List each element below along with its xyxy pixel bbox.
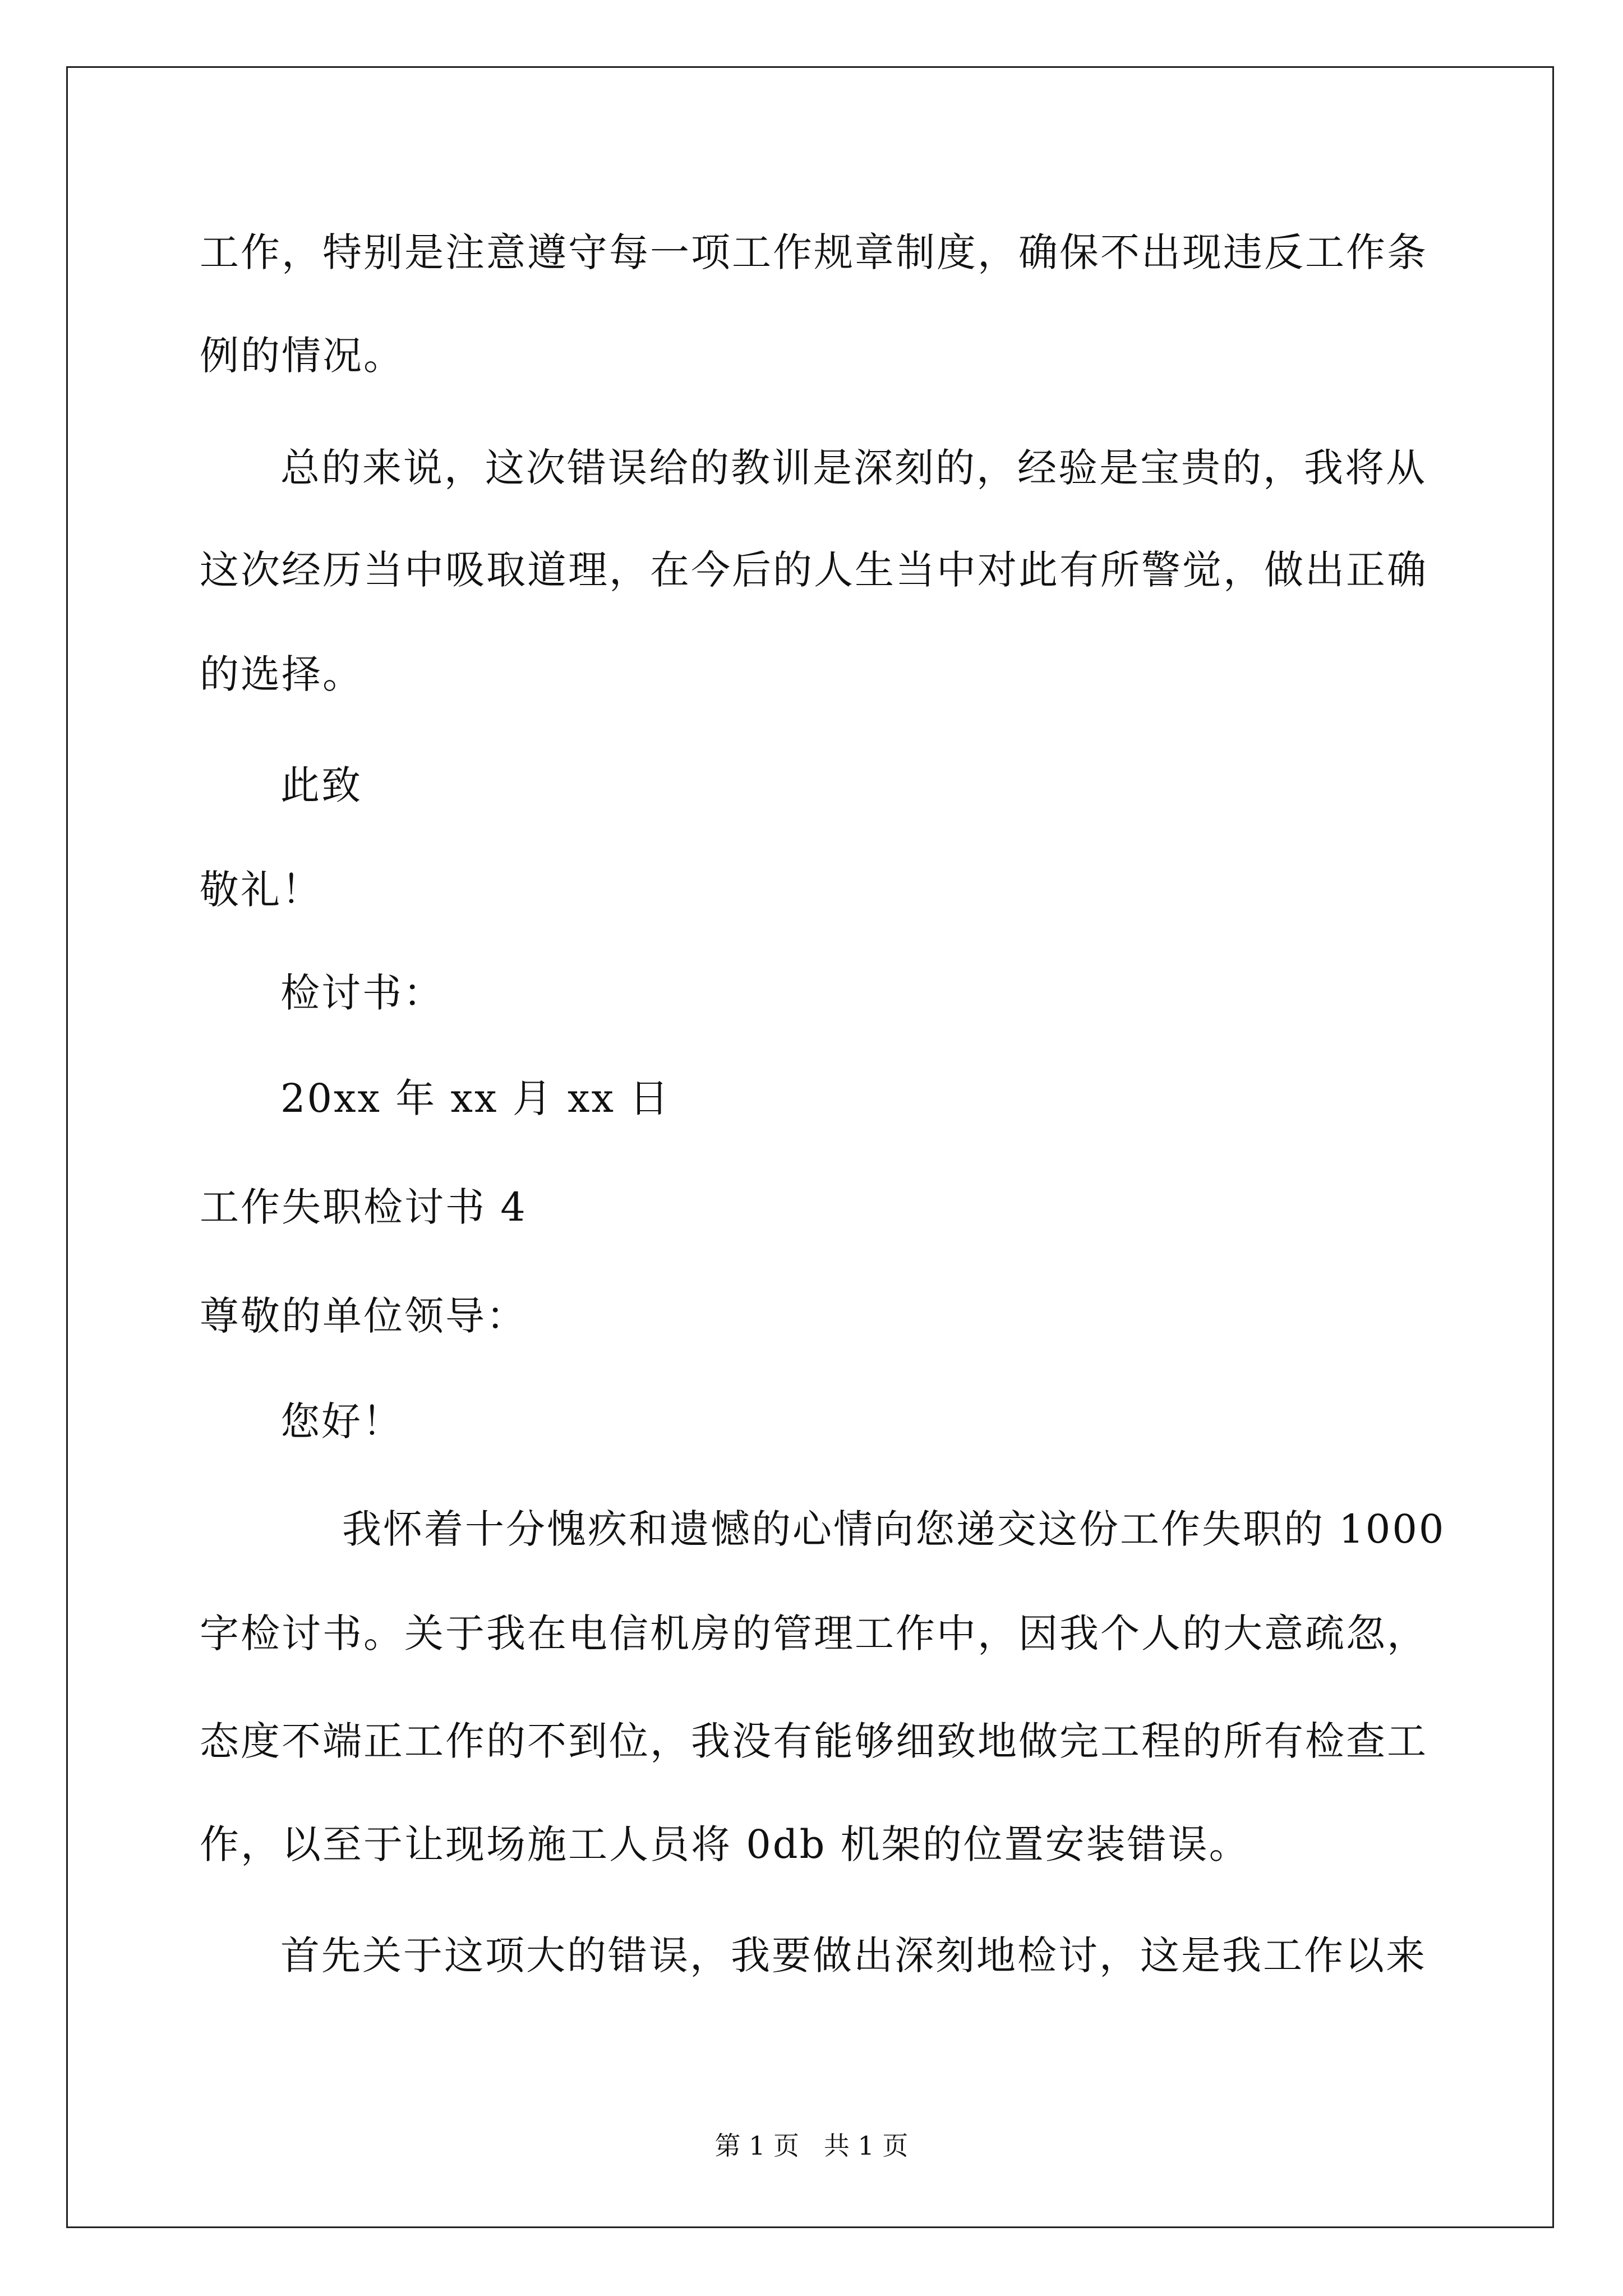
body-line: 的选择。	[200, 651, 363, 697]
body-line: 例的情况。	[200, 333, 404, 379]
body-line: 首先关于这项大的错误，我要做出深刻地检讨，这是我工作以来	[280, 1932, 1427, 1978]
body-line: 作，以至于让现场施工人员将 0db 机架的位置安装错误。	[200, 1821, 1250, 1867]
closing-phrase: 此致	[280, 762, 362, 808]
salutation: 尊敬的单位领导：	[200, 1293, 527, 1339]
closing-salute: 敬礼！	[200, 867, 322, 913]
body-line: 字检讨书。关于我在电信机房的管理工作中，因我个人的大意疏忽，	[200, 1611, 1428, 1657]
body-line: 这次经历当中吸取道理，在今后的人生当中对此有所警觉，做出正确	[200, 547, 1428, 593]
body-line: 工作，特别是注意遵守每一项工作规章制度，确保不出现违反工作条	[200, 229, 1428, 275]
body-line: 我怀着十分愧疚和遗憾的心情向您递交这份工作失职的 1000	[342, 1506, 1446, 1552]
greeting: 您好！	[280, 1398, 403, 1444]
date-line: 20xx 年 xx 月 xx 日	[280, 1075, 671, 1121]
section-title: 工作失职检讨书 4	[200, 1184, 527, 1230]
signature-label: 检讨书：	[280, 970, 444, 1016]
page-footer: 第 1 页 共 1 页	[714, 2131, 909, 2161]
page-border	[66, 66, 1554, 2228]
body-line: 总的来说，这次错误给的教训是深刻的，经验是宝贵的，我将从	[280, 445, 1427, 491]
body-line: 态度不端正工作的不到位，我没有能够细致地做完工程的所有检查工	[200, 1718, 1428, 1764]
